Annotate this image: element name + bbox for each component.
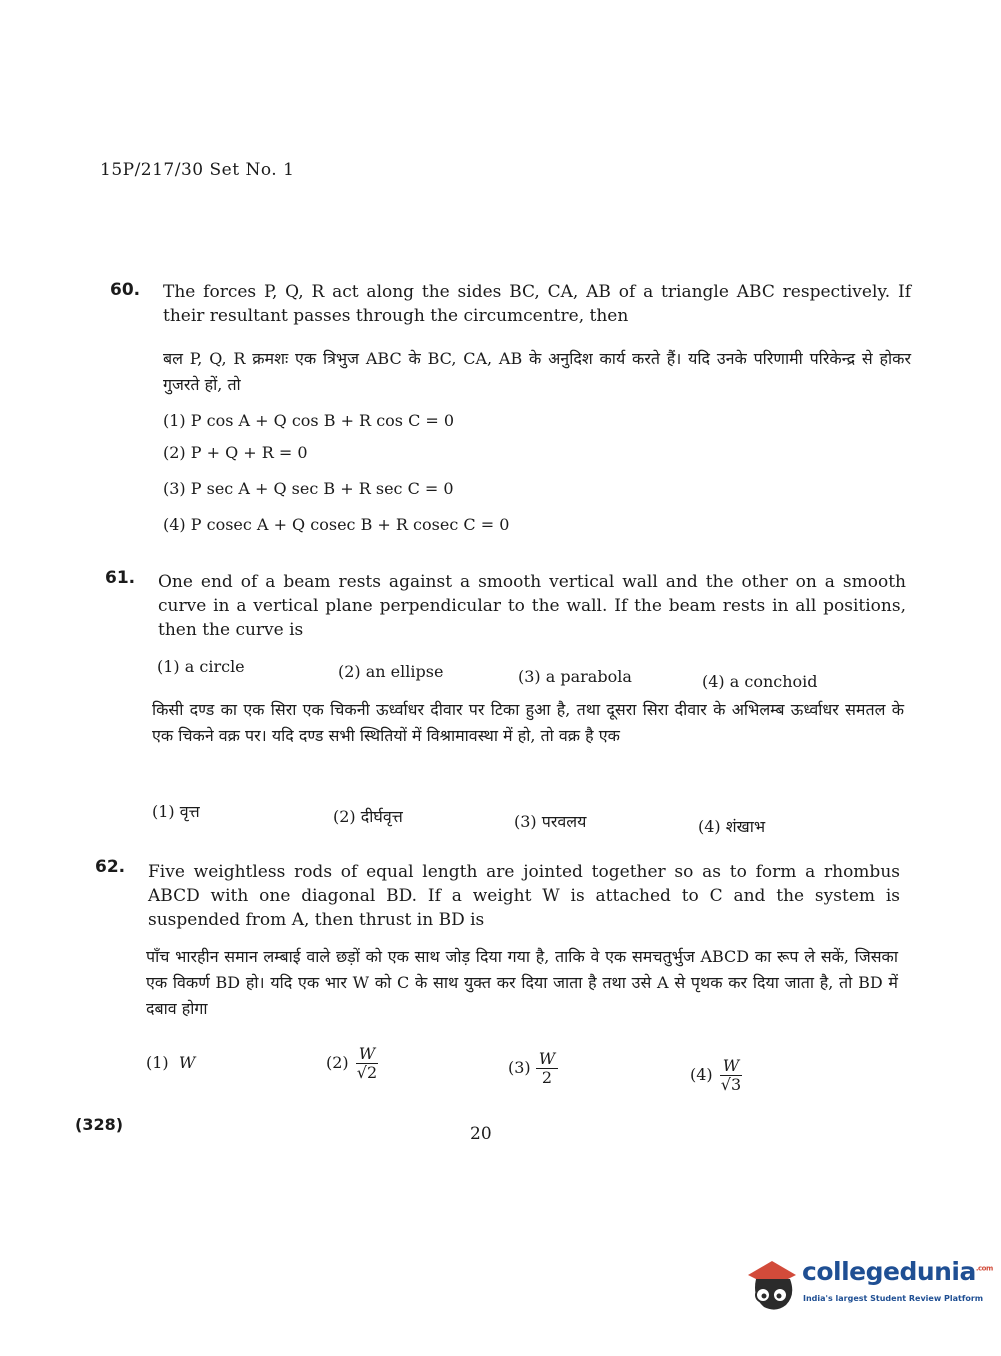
option-2[interactable]: (2) P + Q + R = 0 — [163, 443, 308, 462]
question-text-hi: किसी दण्ड का एक सिरा एक चिकनी ऊर्ध्वाधर दीवार पर टिका हुआ है, तथा दूसरा सिरा दीवार के अभिलम्ब ऊर्ध्वाधर समतल के एक चिकने वक्र पर। यदि दण्ड सभी स्थितियों में विश्रामावस्था में हो, तो वक्र है एक — [152, 700, 904, 745]
collegedunia-logo[interactable] — [742, 1253, 993, 1315]
fraction-numerator: W — [720, 1057, 742, 1076]
option-label: (1) — [146, 1053, 169, 1072]
question-text-hi: पाँच भारहीन समान लम्बाई वाले छड़ों को एक साथ जोड़ दिया गया है, ताकि वे एक समचतुर्भुज ABCD का रूप ले सकें, जिसका एक विकर्ण BD हो। यदि एक भार W को C के साथ युक्त कर दिया जाता है तथा उसे A से पृथक कर दिया जाता है, तो BD में दबाव होगा — [146, 947, 898, 1018]
option-2[interactable] — [326, 1045, 380, 1082]
option-label: (2) — [326, 1053, 349, 1072]
option-4-hi[interactable]: (4) शंखाभ — [698, 817, 766, 836]
fraction — [536, 1050, 558, 1087]
option-4-en[interactable]: (4) a conchoid — [702, 672, 818, 691]
question-number: 60. — [110, 280, 141, 300]
fraction-numerator: W — [536, 1050, 558, 1069]
option-4[interactable]: (4) P cosec A + Q cosec B + R cosec C = 0 — [163, 515, 510, 534]
option-label: (4) — [690, 1065, 713, 1084]
fraction — [718, 1057, 744, 1094]
mascot-icon — [742, 1253, 802, 1315]
option-1[interactable] — [146, 1053, 195, 1072]
option-2-en[interactable]: (2) an ellipse — [338, 662, 444, 681]
fraction-denominator: 2 — [541, 1068, 553, 1087]
option-3-hi[interactable]: (3) परवलय — [514, 812, 587, 831]
question-text-en: One end of a beam rests against a smooth vertical wall and the other on a smooth curve in a vertical plane perpendicular to the wall. If the beam rests in all positions, then the curve is — [158, 572, 906, 640]
paper-code: 15P/217/30 Set No. 1 — [100, 160, 295, 180]
page-number: 20 — [470, 1124, 492, 1144]
question-text-hi: बल P, Q, R क्रमशः एक त्रिभुज ABC के BC, CA, AB के अनुदिश कार्य करते हैं। यदि उनके परिणामी परिकेन्द्र से होकर गुजरते हों, तो — [163, 349, 911, 394]
brand-name: collegedunia$^{.com}$ — [802, 1257, 993, 1286]
option-value: W — [178, 1053, 196, 1072]
option-1[interactable]: (1) P cos A + Q cos B + R cos C = 0 — [163, 411, 455, 430]
option-3[interactable]: (3) P sec A + Q sec B + R sec C = 0 — [163, 479, 454, 498]
fraction-denominator: √2 — [356, 1063, 378, 1082]
question-number: 62. — [95, 857, 126, 877]
option-1-hi[interactable]: (1) वृत्त — [152, 802, 200, 821]
booklet-code: (328) — [75, 1115, 124, 1134]
question-text-en: Five weightless rods of equal length are jointed together so as to form a rhombus ABCD with one diagonal BD. If a weight W is attached to C and the system is suspended from A, then thrust in BD is — [148, 862, 900, 930]
option-3[interactable] — [508, 1050, 558, 1087]
fraction — [354, 1045, 380, 1082]
option-label: (3) — [508, 1058, 531, 1077]
option-2-hi[interactable]: (2) दीर्घवृत्त — [333, 807, 403, 826]
fraction-numerator: W — [356, 1045, 378, 1064]
fraction-denominator: √3 — [720, 1075, 742, 1094]
option-4[interactable] — [690, 1057, 744, 1094]
brand-tagline: India's largest Student Review Platform — [803, 1294, 984, 1303]
question-number: 61. — [105, 568, 136, 588]
question-text-en: The forces P, Q, R act along the sides BC, CA, AB of a triangle ABC respectively. If their resultant passes through the circumcentre, then — [163, 282, 911, 326]
option-3-en[interactable]: (3) a parabola — [518, 667, 632, 686]
option-1-en[interactable]: (1) a circle — [157, 657, 245, 676]
